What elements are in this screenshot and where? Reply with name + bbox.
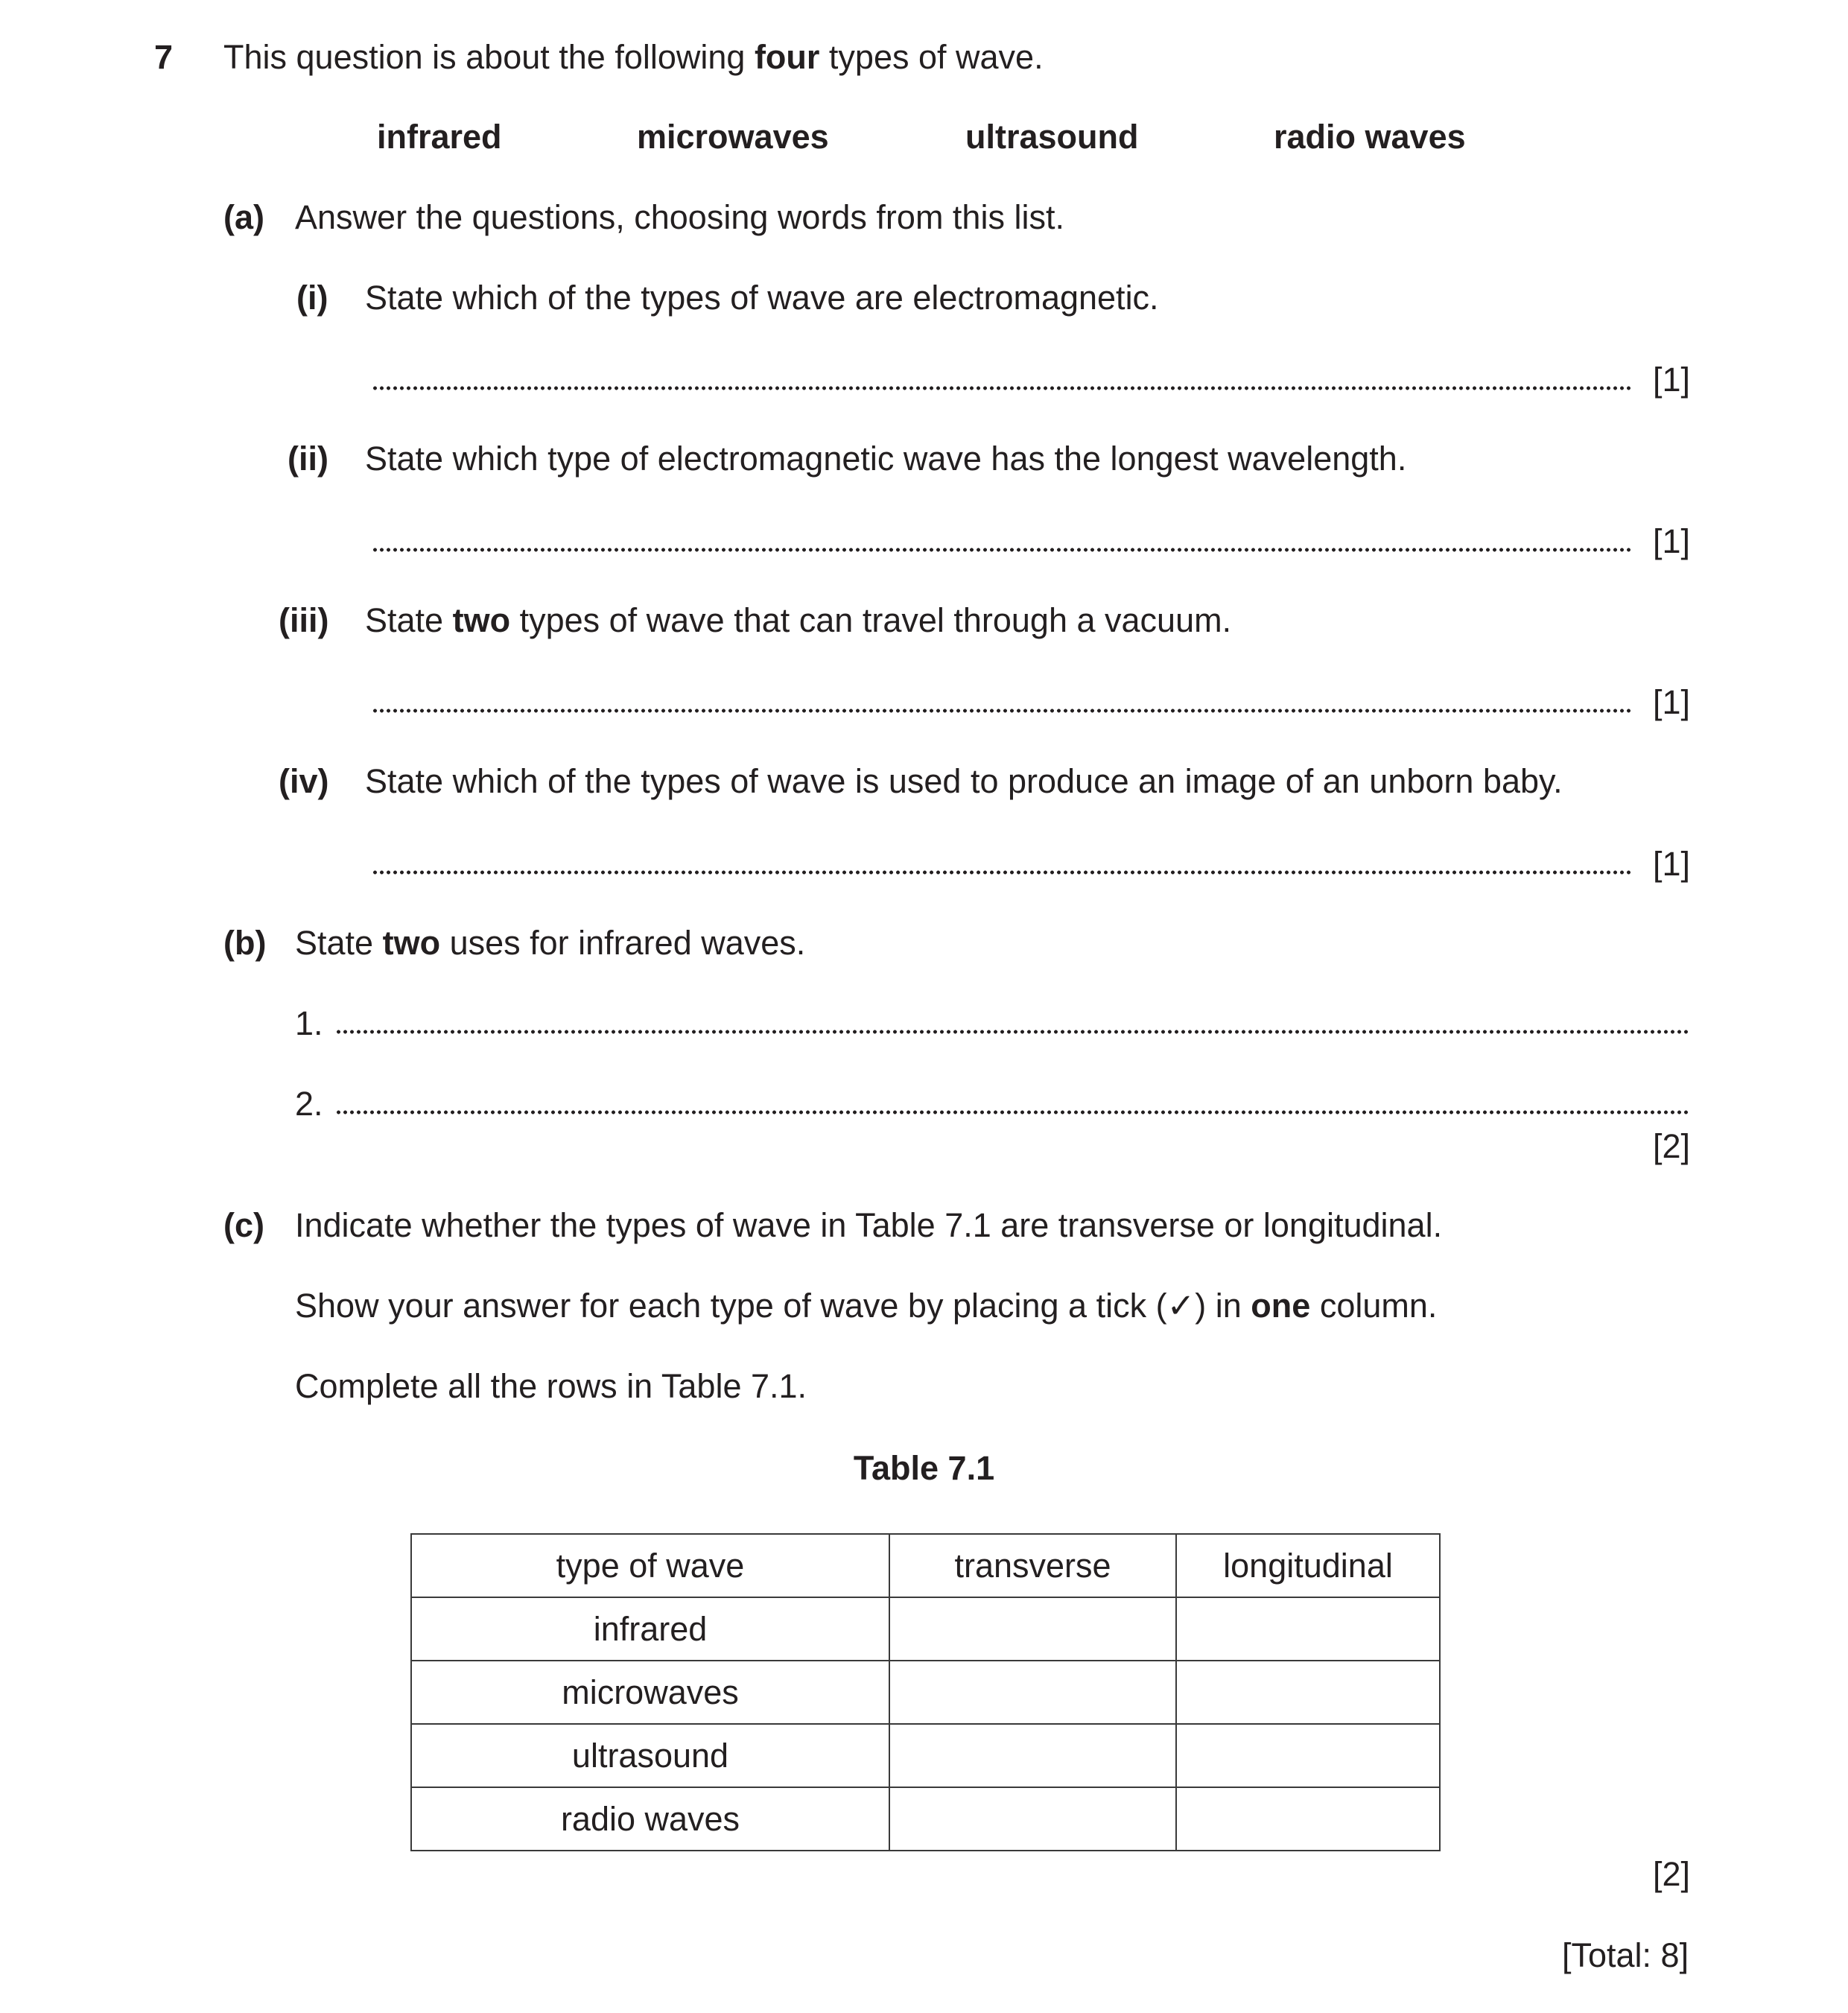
- question-number: 7: [154, 38, 174, 76]
- table-cell-wave: microwaves: [411, 1661, 889, 1724]
- tick-cell-longitudinal[interactable]: [1176, 1724, 1440, 1787]
- mark-a-ii: [1]: [1653, 522, 1691, 560]
- part-c-text: Indicate whether the types of wave in Table 7.1 are transverse or longitudinal.: [295, 1206, 1443, 1244]
- part-a-iv-question: [365, 764, 1563, 798]
- part-a-iii-text-end: types of wave that can travel through a vacuum.: [510, 601, 1232, 639]
- mark-a-i: [1]: [1653, 361, 1691, 399]
- table-row: [411, 1597, 1440, 1661]
- part-c-label: (c): [223, 1206, 264, 1244]
- table-cell-wave: infrared: [411, 1597, 889, 1661]
- tick-cell-transverse[interactable]: [889, 1661, 1176, 1724]
- part-a-i-text: State which of the types of wave are electromagnetic.: [365, 279, 1159, 317]
- part-b-text-end: uses for infrared waves.: [440, 924, 806, 962]
- table-row: [411, 1787, 1440, 1851]
- wave-table: [410, 1533, 1441, 1851]
- part-c-instruction-text-end: column.: [1310, 1287, 1438, 1325]
- table-header-row: [411, 1534, 1440, 1597]
- part-a-ii-label: (ii): [288, 440, 328, 478]
- part-a-i-label: (i): [296, 279, 328, 317]
- part-a-text: Answer the questions, choosing words from this list.: [295, 198, 1064, 236]
- intro-text-end: types of wave.: [819, 38, 1044, 76]
- tick-cell-transverse[interactable]: [889, 1597, 1176, 1661]
- mark-a-iii: [1]: [1653, 683, 1691, 721]
- tick-cell-transverse[interactable]: [889, 1787, 1176, 1851]
- part-b-question: [295, 926, 805, 960]
- wave-word-microwaves: microwaves: [637, 118, 829, 156]
- part-a-iv-label: (iv): [279, 762, 329, 800]
- part-a-iii-label: (iii): [279, 601, 329, 639]
- part-a-ii-question: [365, 440, 1407, 478]
- part-b-line-label-1: 1.: [295, 1004, 323, 1042]
- mark-c: [2]: [1653, 1855, 1691, 1893]
- table-cell-wave: radio waves: [411, 1787, 889, 1851]
- answer-line-a-i[interactable]: [372, 386, 1631, 390]
- answer-line-a-iv[interactable]: [372, 870, 1631, 875]
- part-a-iii-question: [365, 603, 1231, 637]
- table-header-transverse: transverse: [889, 1534, 1176, 1597]
- mark-b: [2]: [1653, 1127, 1691, 1165]
- part-c-complete: Complete all the rows in Table 7.1.: [295, 1367, 807, 1405]
- part-b-label: (b): [223, 924, 267, 962]
- table-title: Table 7.1: [853, 1449, 995, 1487]
- table-row: [411, 1724, 1440, 1787]
- part-c-instruction-text: Show your answer for each type of wave by placing a tick (✓) in: [295, 1287, 1251, 1325]
- table-row: [411, 1661, 1440, 1724]
- part-a-iv-text: State which of the types of wave is used to produce an image of an unborn baby.: [365, 762, 1563, 800]
- part-b-text: State: [295, 924, 383, 962]
- wave-word-radio-waves: radio waves: [1274, 118, 1466, 156]
- table-cell-wave: ultrasound: [411, 1724, 889, 1787]
- tick-cell-longitudinal[interactable]: [1176, 1661, 1440, 1724]
- answer-line-b-2[interactable]: [335, 1110, 1689, 1115]
- intro-bold: four: [754, 38, 820, 76]
- answer-line-a-ii[interactable]: [372, 548, 1631, 552]
- part-a-ii-text: State which type of electromagnetic wave has the longest wavelength.: [365, 440, 1407, 478]
- part-a-i-question: [365, 279, 1159, 317]
- table-header-longitudinal: longitudinal: [1176, 1534, 1440, 1597]
- question-intro: [223, 40, 1044, 74]
- answer-line-a-iii[interactable]: [372, 708, 1631, 713]
- tick-cell-longitudinal[interactable]: [1176, 1597, 1440, 1661]
- mark-a-iv: [1]: [1653, 845, 1691, 883]
- total-marks: [Total: 8]: [1562, 1936, 1689, 1974]
- intro-text: This question is about the following: [223, 38, 755, 76]
- tick-cell-longitudinal[interactable]: [1176, 1787, 1440, 1851]
- part-a-iii-text: State: [365, 601, 453, 639]
- part-c-instruction: [295, 1287, 1438, 1325]
- table-header-type: type of wave: [411, 1534, 889, 1597]
- part-c-instruction-bold: one: [1251, 1287, 1311, 1325]
- part-b-line-label-2: 2.: [295, 1085, 323, 1123]
- part-b-bold: two: [382, 924, 441, 962]
- answer-line-b-1[interactable]: [335, 1030, 1689, 1034]
- part-a-iii-bold: two: [452, 601, 511, 639]
- wave-word-infrared: infrared: [377, 118, 502, 156]
- part-a-label: (a): [223, 198, 264, 236]
- wave-word-ultrasound: ultrasound: [965, 118, 1139, 156]
- tick-cell-transverse[interactable]: [889, 1724, 1176, 1787]
